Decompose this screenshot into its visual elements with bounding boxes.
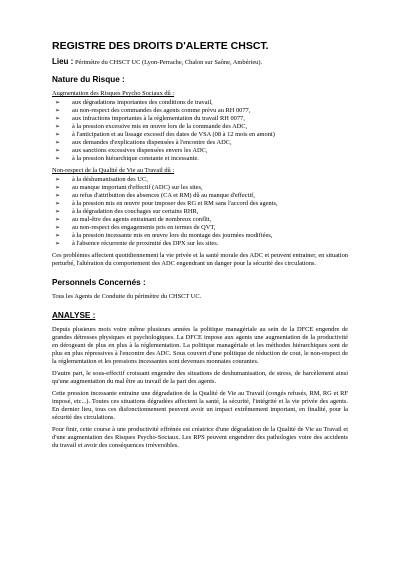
rps-heading: Augmentation des Risques Psycho Sociaux dû : <box>52 90 175 97</box>
list-item <box>55 184 348 192</box>
arrow-bullet-icon: ➢ <box>55 193 60 199</box>
arrow-bullet-icon: ➢ <box>55 217 60 223</box>
list-item <box>55 123 348 131</box>
list-item-text: au non-respect des engagements pris en termes de QVT, <box>72 224 216 231</box>
list-item-text: à la pression mis en œuvre pour imposer des RG et RM sans l'accord des agents, <box>72 200 278 207</box>
list-item-text: à l'anticipation et au lissage excessif des dates de VSA (08 à 12 mois en amont) <box>72 131 275 138</box>
list-item-text: au refus d'attribution des absences (CA et RM) dû au manque d'effectif, <box>72 192 255 199</box>
analyse-paragraph: Cette pression incessante entraine une dégradation de la Qualité de Vie au Travail (congés refusés, RM, RG et RF imposé, etc...). Toutes ces situations dégradées affectent la santé, la sécurité, l'intégrité et la vie privée des agents. En dernier lieu, tous ces disfonctionnement peuvent avoir un impact extrêmement important, en finalité, pour la sécurité des circulations. <box>52 390 348 421</box>
analyse-heading: ANALYSE : <box>52 311 96 320</box>
arrow-bullet-icon: ➢ <box>55 225 60 231</box>
arrow-bullet-icon: ➢ <box>55 156 60 162</box>
list-item <box>55 155 348 163</box>
arrow-bullet-icon: ➢ <box>55 124 60 130</box>
list-item-text: à la pression excessive mis en œuvre lors de la commande des ADC, <box>72 123 248 130</box>
list-item-text: aux demandes d'explications dispensées à l'encontre des ADC, <box>72 139 232 146</box>
list-item-text: au manque important d'effectif (ADC) sur les sites, <box>72 184 203 191</box>
list-item <box>55 232 348 240</box>
list-item-text: aux sanctions excessives dispensées envers les ADC, <box>72 147 208 154</box>
list-item <box>55 240 348 248</box>
personnels-heading: Personnels Concernés : <box>52 278 146 287</box>
list-item-text: à l'absence récurrente de proximité des DPX sur les sites. <box>72 240 219 247</box>
lieu-label: Lieu : <box>52 57 74 66</box>
list-item-text: au non-respect des commandes des agents comme prévu au RH 0077, <box>72 107 251 114</box>
list-item <box>55 115 348 123</box>
arrow-bullet-icon: ➢ <box>55 140 60 146</box>
personnels-text: Tous les Agents de Conduite du périmètre du CHSCT UC. <box>52 293 202 300</box>
list-item-text: à la pression hiérarchique constante et incessante. <box>72 155 199 162</box>
nature-heading: Nature du Risque : <box>52 75 125 84</box>
arrow-bullet-icon: ➢ <box>55 132 60 138</box>
list-item <box>55 99 348 107</box>
list-item <box>55 208 348 216</box>
list-item-text: à la déshumanisation des UC, <box>72 176 148 183</box>
list-item <box>55 147 348 155</box>
arrow-bullet-icon: ➢ <box>55 201 60 207</box>
analyse-paragraph: Pour finir, cette course à une productivité effrénée est créatrice d'une dégradation de la Qualité de Vie au Travail et d'une augmentation des Risques Psycho-Sociaux. Les RPS peuvent engendrer des pathologies voire des accidents du travail et avoir des conséquences irréversibles. <box>52 426 348 449</box>
list-item <box>55 176 348 184</box>
qvt-heading: Non-respect de la Qualité de Vie au Travail dû : <box>52 167 175 174</box>
rps-list <box>52 99 348 163</box>
lieu-line <box>52 58 348 67</box>
arrow-bullet-icon: ➢ <box>55 108 60 114</box>
list-item-text: au mal-être des agents entrainant de nombreux conflit, <box>72 216 212 223</box>
list-item <box>55 216 348 224</box>
impact-paragraph: Ces problèmes affectent quotidiennement la vie privée et la santé morale des ADC et peuvent entrainer, en situation perturbé, l'altération du comportement des ADC engendrant un danger pour la sécurité des circulations. <box>52 252 348 267</box>
list-item <box>55 139 348 147</box>
list-item-text: aux infractions importantes à la réglementation du travail RH 0077, <box>72 115 245 122</box>
lieu-value: Périmètre du CHSCT UC (Lyon-Perrache, Chalon sur Saône, Ambérieu). <box>74 59 263 66</box>
list-item <box>55 107 348 115</box>
list-item-text: à la pression incessante mis en œuvre lors du montage des journées modifiées, <box>72 232 273 239</box>
analyse-paragraph: D'autre part, le sous-effectif croissant engendre des situations de deshumanisation, de stress, de harcèlement ainsi qu'une augmentation du mal être au travail de la part des agents. <box>52 370 348 385</box>
list-item <box>55 192 348 200</box>
list-item-text: à la dégradation des couchages sur certains RHR, <box>72 208 199 215</box>
list-item-text: aux dégradations importantes des conditions de travail, <box>72 99 213 106</box>
list-item <box>55 224 348 232</box>
list-item <box>55 131 348 139</box>
arrow-bullet-icon: ➢ <box>55 233 60 239</box>
arrow-bullet-icon: ➢ <box>55 185 60 191</box>
arrow-bullet-icon: ➢ <box>55 209 60 215</box>
document-title: REGISTRE DES DROITS D'ALERTE CHSCT. <box>52 40 269 52</box>
arrow-bullet-icon: ➢ <box>55 241 60 247</box>
list-item <box>55 200 348 208</box>
arrow-bullet-icon: ➢ <box>55 116 60 122</box>
qvt-list <box>52 176 348 248</box>
arrow-bullet-icon: ➢ <box>55 100 60 106</box>
analyse-paragraph: Depuis plusieurs mois voire même plusieurs années la politique managériale au sein de la DFCE engendre de grandes détresses physiques et psychologiques. La DFCE impose aux agents une augmentation de la productivité en dérogeant de plus en plus à la réglementation. La politique managériale et les méthodes hiérarchiques sont de plus en plus répressives à l'encontre des ADC. Sous couvert d'une politique de réduction de cout, le non-respect de la réglementation et les pressions incessantes sont devenues monnaies courantes. <box>52 326 348 365</box>
arrow-bullet-icon: ➢ <box>55 177 60 183</box>
arrow-bullet-icon: ➢ <box>55 148 60 154</box>
